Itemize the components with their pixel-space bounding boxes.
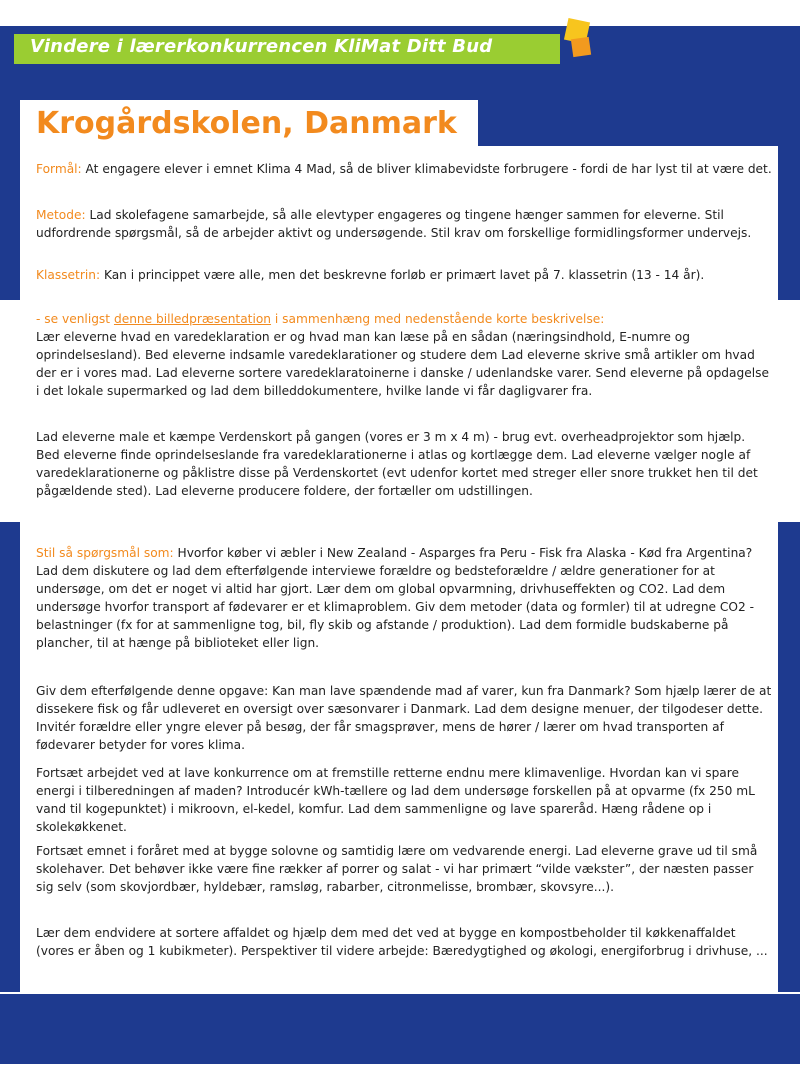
section3-paragraph-3: Fortsæt arbejdet ved at lave konkurrence om at fremstille retterne endnu mere klimavenlige. Hvordan kan vi spare energi i tilberedningen af maden? Introducér kWh-tællere og lad dem undersøge forskellen på at opvarme (fx 250 mL vand til kogepunktet) i mikroovn, el-kedel, komfur. Lad dem sammenligne og lave spareråd. Hæng rådene op i skolekøkkenet. <box>36 766 755 834</box>
blue-side-right-top <box>778 140 800 300</box>
note-prefix: - se venligst <box>36 312 114 326</box>
blue-side-left-bottom <box>0 522 20 992</box>
banner-title: Vindere i lærerkonkurrencen KliMat Ditt Bud <box>30 36 493 57</box>
klassetrin-label: Klassetrin: <box>36 268 101 282</box>
section3-paragraph-2: Giv dem efterfølgende denne opgave: Kan man lave spændende mad af varer, kun fra Danmark? Som hjælp lærer de at dissekere fisk og får udleveret en oversigt over sæsonvarer i Danmark. Lad dem designe menuer, der tilgodeser dette. Invitér forældre eller yngre elever på besøg, der får smagsprøver, mens de hører / lærer om hvad transporten af fødevarer betyder for vores klima. <box>36 684 772 752</box>
presentation-note <box>36 310 772 328</box>
questions-text: Hvorfor køber vi æbler i New Zealand - Asparges fra Peru - Fisk fra Alaska - Kød fra Argentina? Lad dem diskutere og lad dem efterfølgende interviewe forældre og bedsteforældre / ældre generationer for at undersøge, om det er noget vi altid har gjort. Lær dem om global opvarmning, drivhuseffekten og CO2. Lad dem undersøge hvorfor transport af fødevarer er et klimaproblem. Giv dem metoder (data og formler) til at udregne CO2 - belastninger (fx for at sammenligne tog, bil, fly skib og afstande / produktion). Lad dem formidle budskaberne på plancher, til at hænge på biblioteket eller lign. <box>36 546 755 650</box>
section2-paragraph-2: Lad eleverne male et kæmpe Verdenskort på gangen (vores er 3 m x 4 m) - brug evt. overheadprojektor som hjælp. Bed eleverne finde oprindelseslande fra varedeklarationerne i atlas og kortlægge dem. Lad eleverne vælger nogle af varedeklarationerne og påklistre disse på Verdenskortet (evt udenfor kortet med streger eller snore trukket hen til det pågældende sted). Lad eleverne producere foldere, der fortæller om udstillingen. <box>36 430 758 498</box>
presentation-link[interactable]: denne billedpræsentation <box>113 312 272 326</box>
klassetrin-paragraph <box>36 266 772 284</box>
blue-side-right-bottom <box>778 522 800 992</box>
logo-square-orange <box>571 37 591 57</box>
page-title: Krogårdskolen, Danmark <box>36 106 457 141</box>
section3-paragraph-4: Fortsæt emnet i foråret med at bygge solovne og samtidig lære om vedvarende energi. Lad eleverne grave ud til små skolehaver. Det behøver ikke være fine rækker af porrer og salat - vi har primært “vilde vækster”, der næsten passer sig selv (som skovjordbær, hyldebær, ramsløg, rabarber, citronmelisse, brombær, skovsyre...). <box>36 844 758 894</box>
section2-paragraph-1: Lær eleverne hvad en varedeklaration er og hvad man kan læse på en sådan (næringsindhold, E-numre og oprindelsesland). Bed eleverne indsamle varedeklarationer og studere dem Lad eleverne skrive små artikler om hvad der er i vores mad. Lad eleverne sortere varedeklaratoinerne i danske / udenlandske varer. Send eleverne på opdagelse i det lokale supermarked og lad dem billeddokumentere, hvilke lande vi får dagligvarer fra. <box>36 330 769 398</box>
formal-text: At engagere elever i emnet Klima 4 Mad, så de bliver klimabevidste forbrugere - fordi de har lyst til at være det. <box>85 162 772 176</box>
section3-paragraph-5: Lær dem endvidere at sortere affaldet og hjælp dem med det ved at bygge en kompostbeholder til køkkenaffaldet (vores er åben og 1 kubikmeter). Perspektiver til videre arbejde: Bæredygtighed og økologi, energiforbrug i drivhuse, ... <box>36 926 768 958</box>
formal-paragraph <box>36 160 772 178</box>
metode-paragraph <box>36 206 772 242</box>
metode-label: Metode: <box>36 208 86 222</box>
questions-label: Stil så spørgsmål som: <box>36 546 174 560</box>
note-suffix: i sammenhæng med nedenstående korte beskrivelse: <box>271 312 605 326</box>
formal-label: Formål: <box>36 162 82 176</box>
blue-side-left-top <box>0 140 20 300</box>
questions-paragraph <box>36 544 772 652</box>
klassetrin-text: Kan i princippet være alle, men det beskrevne forløb er primært lavet på 7. klassetrin (13 - 14 år). <box>103 268 705 282</box>
blue-footer-band <box>0 994 800 1064</box>
metode-text: Lad skolefagene samarbejde, så alle elevtyper engageres og tingene hænger sammen for eleverne. Stil udfordrende spørgsmål, så de arbejder aktivt og undersøgende. Stil krav om forskellige formidlingsformer undervejs. <box>36 208 752 240</box>
